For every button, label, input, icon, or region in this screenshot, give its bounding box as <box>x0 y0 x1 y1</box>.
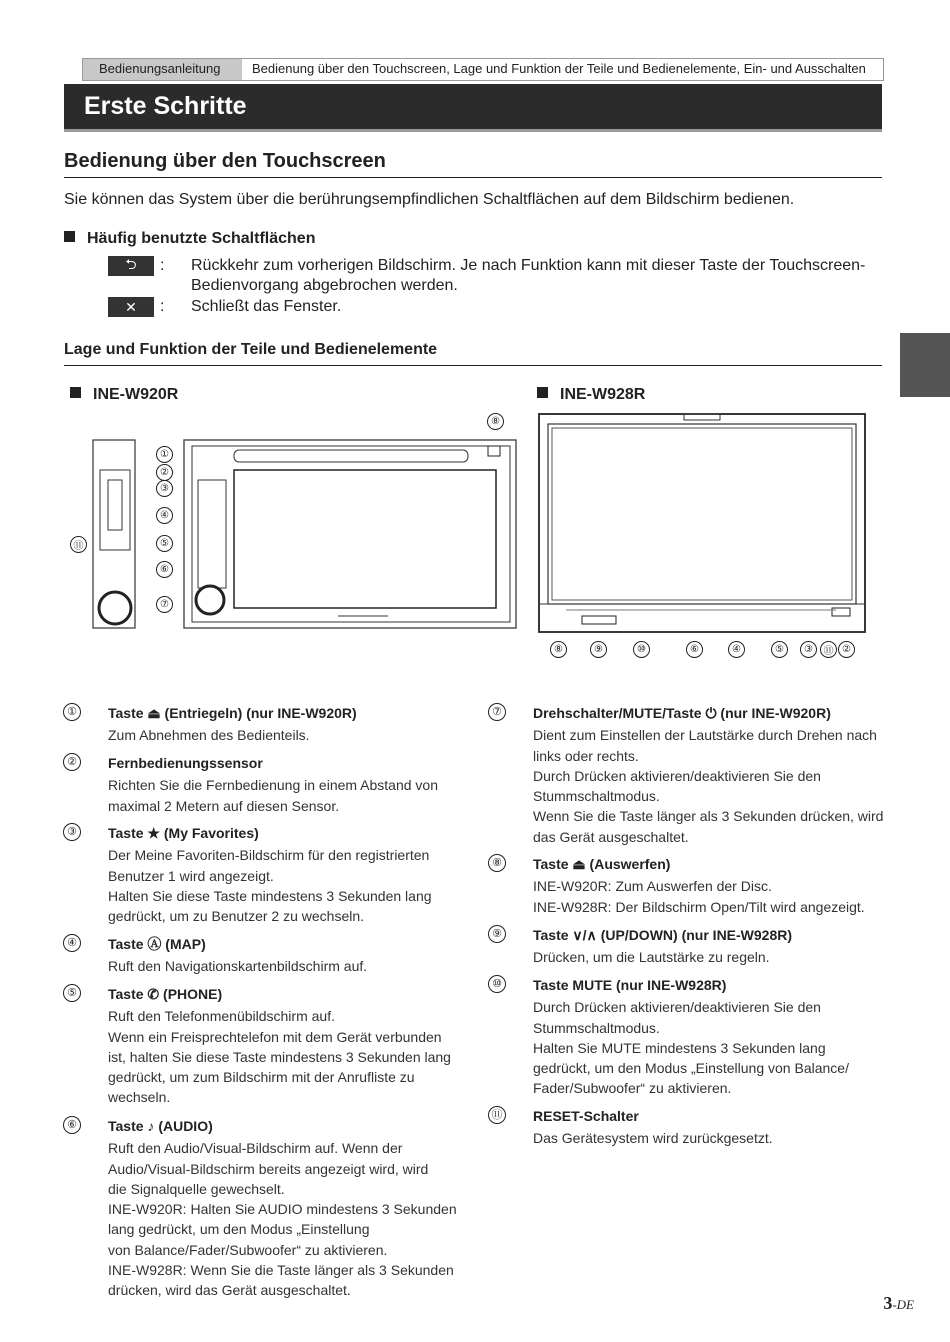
list-item <box>67 753 478 816</box>
bullet-square <box>70 387 81 398</box>
item-desc: Ruft den Telefonmenübildschirm auf. Wenn ein Freisprechtelefon mit dem Gerät verbunden ist, halten Sie diese Taste mindestens 3 Sekunden lang gedrückt, um zum Bildschirm mit der Anrufliste zu wechseln. <box>108 1008 451 1106</box>
item-title: Drehschalter/MUTE/Taste ⏻ (nur INE-W920R) <box>533 705 831 721</box>
callout-11-a: ⑪ <box>70 536 87 553</box>
model-b-label: INE-W928R <box>560 386 646 403</box>
list-item <box>491 1106 903 1149</box>
callout-2-b: ② <box>838 641 855 658</box>
item-number: ⑤ <box>63 984 81 1002</box>
item-number: ⑥ <box>63 1116 81 1134</box>
item-title: Taste MUTE (nur INE-W928R) <box>533 977 727 993</box>
item-number: ③ <box>63 823 81 841</box>
colon-separator: : <box>160 298 165 315</box>
section-title: Bedienung über den Touchscreen <box>64 150 882 178</box>
list-item <box>67 703 478 746</box>
breadcrumb-topic: Bedienung über den Touchscreen, Lage und Funktion der Teile und Bedienelemente, Ein- und Ausschalten <box>252 61 866 76</box>
model-b-heading <box>537 386 645 404</box>
item-title: Taste ∨/∧ (UP/DOWN) (nur INE-W928R) <box>533 927 793 943</box>
item-desc: Richten Sie die Fernbedienung in einem Abstand von maximal 2 Metern auf diesen Sensor. <box>108 777 438 814</box>
callout-9-b: ⑨ <box>590 641 607 658</box>
item-number: ② <box>63 753 81 771</box>
callout-4-a: ④ <box>156 507 173 524</box>
colon-separator: : <box>160 257 165 274</box>
item-title: Fernbedienungssensor <box>108 755 263 771</box>
list-item <box>492 703 903 847</box>
parts-heading: Lage und Funktion der Teile und Bedienelemente <box>64 341 882 366</box>
back-icon <box>108 256 154 276</box>
callout-4-b: ④ <box>728 641 745 658</box>
back-description: Rückkehr zum vorherigen Bildschirm. Je nach Funktion kann mit dieser Taste der Touchscreen- <box>191 257 866 274</box>
item-title: Taste ✆ (PHONE) <box>108 986 223 1002</box>
item-number: ⑪ <box>488 1106 506 1124</box>
callout-8-a: ⑧ <box>487 413 504 430</box>
item-desc: Drücken, um die Lautstärke zu regeln. <box>533 949 770 966</box>
list-item <box>492 854 903 917</box>
callout-6-a: ⑥ <box>156 561 173 578</box>
item-number: ⑩ <box>488 975 506 993</box>
item-title: RESET-Schalter <box>533 1108 639 1124</box>
chapter-banner <box>64 84 882 132</box>
back-description-cont: Bedienvorgang abgebrochen werden. <box>191 277 458 294</box>
close-description: Schließt das Fenster. <box>191 298 342 315</box>
list-item <box>67 984 478 1108</box>
item-desc: Der Meine Favoriten-Bildschirm für den registrierten Benutzer 1 wird angezeigt. Halten Sie diese Taste mindestens 3 Sekunden lang gedrückt, um zu Benutzer 2 zu wechseln. <box>108 847 432 925</box>
chapter-title: Erste Schritte <box>84 92 247 120</box>
page-number-value: 3 <box>883 1293 893 1313</box>
callout-3-b: ③ <box>800 641 817 658</box>
model-a-label: INE-W920R <box>93 386 179 403</box>
buttons-heading-label: Häufig benutzte Schaltflächen <box>87 230 316 247</box>
breadcrumb-section: Bedienungsanleitung <box>83 59 242 80</box>
item-desc: INE-W920R: Zum Auswerfen der Disc. INE-W928R: Der Bildschirm Open/Tilt wird angezeigt. <box>533 878 865 915</box>
item-title: Taste Ⓐ (MAP) <box>108 936 206 952</box>
model-a-heading <box>70 386 178 404</box>
page-suffix: -DE <box>892 1297 914 1312</box>
item-number: ⑧ <box>488 854 506 872</box>
list-item <box>492 975 903 1099</box>
ine-w920r-diagram <box>88 410 523 635</box>
callout-8-b: ⑧ <box>550 641 567 658</box>
item-number: ⑨ <box>488 925 506 943</box>
list-item <box>67 1116 478 1301</box>
item-desc: Zum Abnehmen des Bedienteils. <box>108 727 310 744</box>
callout-10-b: ⑩ <box>633 641 650 658</box>
item-number: ① <box>63 703 81 721</box>
callout-2-a: ② <box>156 464 173 481</box>
close-icon <box>108 297 154 317</box>
callout-3-a: ③ <box>156 480 173 497</box>
list-item <box>67 934 478 977</box>
callout-11-b: ⑪ <box>820 641 837 658</box>
item-number: ④ <box>63 934 81 952</box>
callout-5-a: ⑤ <box>156 535 173 552</box>
callout-6-b: ⑥ <box>686 641 703 658</box>
item-desc: Ruft den Audio/Visual-Bildschirm auf. Wenn der Audio/Visual-Bildschirm bereits angezeigt wird, wird die Signalquelle gewechselt. INE-W920R: Halten Sie AUDIO mindestens 3 Sekunden lang gedrückt, um den Modus „Einstellung von Balance/Fader/Subwoofer“ zu aktivieren. INE-W928R: Wenn Sie die Taste länger als 3 Sekunden drücken, wird das Gerät ausgeschaltet. <box>108 1140 457 1299</box>
close-glyph: ✕ <box>125 298 137 315</box>
item-title: Taste ♪ (AUDIO) <box>108 1118 213 1134</box>
callout-7-a: ⑦ <box>156 596 173 613</box>
callout-1-a: ① <box>156 446 173 463</box>
bullet-square <box>537 387 548 398</box>
bullet-square <box>64 231 75 242</box>
item-desc: Durch Drücken aktivieren/deaktivieren Sie den Stummschaltmodus. Halten Sie MUTE mindestens 3 Sekunden lang gedrückt, um den Modus „Einstellung von Balance/ Fader/Subwoofer“ zu aktivieren. <box>533 999 849 1097</box>
item-number: ⑦ <box>488 703 506 721</box>
item-desc: Das Gerätesystem wird zurückgesetzt. <box>533 1130 773 1147</box>
list-item <box>492 925 903 968</box>
item-desc: Ruft den Navigationskartenbildschirm auf. <box>108 958 368 975</box>
back-glyph: ⮌ <box>125 256 137 272</box>
page-number <box>883 1293 914 1314</box>
item-title: Taste ⏏ (Entriegeln) (nur INE-W920R) <box>108 705 357 721</box>
chapter-tab <box>900 333 950 397</box>
breadcrumb <box>82 58 884 81</box>
item-title: Taste ⏏ (Auswerfen) <box>533 856 671 872</box>
list-item <box>67 823 478 926</box>
intro-text: Sie können das System über die berührungsempfindlichen Schaltflächen auf dem Bildschirm bedienen. <box>64 191 795 208</box>
ine-w928r-diagram <box>536 410 871 635</box>
item-title: Taste ★ (My Favorites) <box>108 825 259 841</box>
buttons-heading <box>64 230 315 248</box>
callout-5-b: ⑤ <box>771 641 788 658</box>
item-desc: Dient zum Einstellen der Lautstärke durch Drehen nach links oder rechts. Durch Drücken aktivieren/deaktivieren Sie den Stummschaltmodus. Wenn Sie die Taste länger als 3 Sekunden drücken, wird das Gerät ausgeschaltet. <box>533 727 884 845</box>
